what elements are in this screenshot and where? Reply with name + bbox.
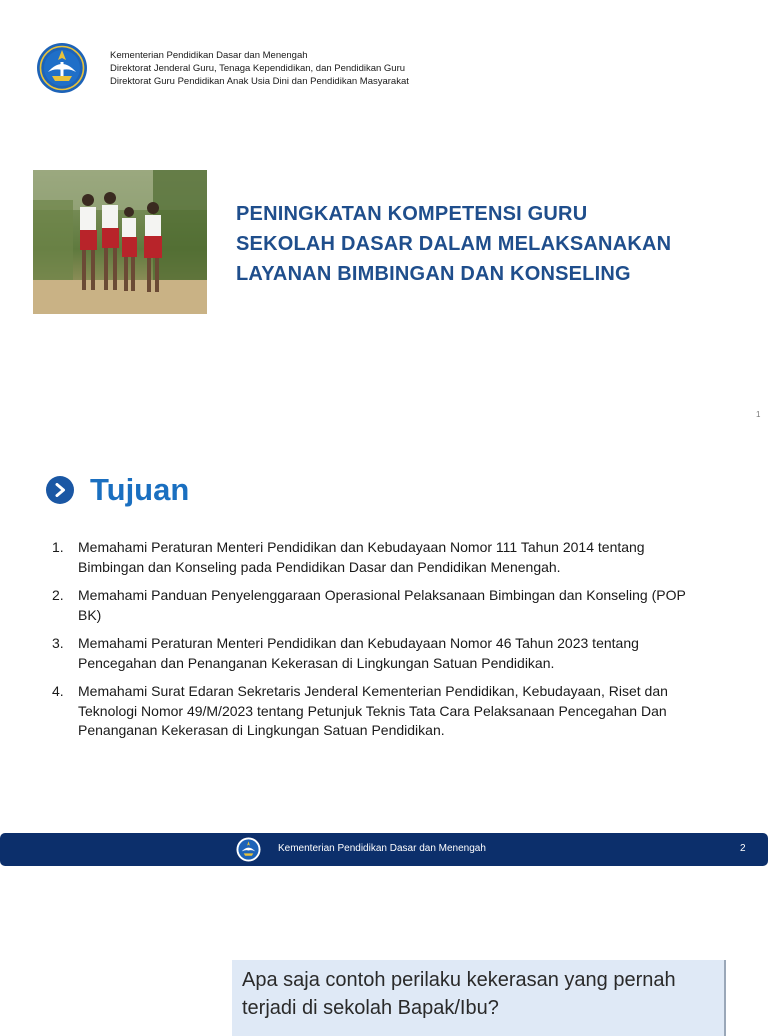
question-callout: Apa saja contoh perilaku kekerasan yang pernah terjadi di sekolah Bapak/Ibu? xyxy=(232,960,726,1036)
slide-2 xyxy=(0,432,768,868)
section-heading xyxy=(46,472,189,508)
header-line-directorate-general: Direktorat Jenderal Guru, Tenaga Kependidikan, dan Pendidikan Guru xyxy=(110,63,406,74)
section-title: Tujuan xyxy=(90,472,190,507)
list-item-number: 3. xyxy=(52,635,64,651)
list-item-text: Memahami Peraturan Menteri Pendidikan dan Kebudayaan Nomor 46 Tahun 2023 tentang Pencegahan dan Penanganan Kekerasan di Lingkungan Satuan Pendidikan. xyxy=(78,635,639,671)
title-line-3: LAYANAN BIMBINGAN DAN KONSELING xyxy=(236,263,631,285)
list-item xyxy=(52,538,712,577)
tut-wuri-handayani-logo xyxy=(36,42,88,94)
list-item-number: 2. xyxy=(52,587,64,603)
chevron-right-icon xyxy=(46,476,74,504)
list-item-number: 4. xyxy=(52,683,64,699)
list-item xyxy=(52,586,712,625)
slide-3 xyxy=(0,868,768,1024)
title-line-2: SEKOLAH DASAR DALAM MELAKSANAKAN xyxy=(236,233,672,255)
list-item-text: Memahami Peraturan Menteri Pendidikan dan Kebudayaan Nomor 111 Tahun 2014 tentang Bimbingan dan Konseling pada Pendidikan Dasar dan Pendidikan Menengah. xyxy=(78,539,645,575)
page-number: 1 xyxy=(756,410,761,419)
objectives-list xyxy=(52,538,712,750)
header-line-ministry: Kementerian Pendidikan Dasar dan Menengah xyxy=(110,50,308,61)
slide-title xyxy=(236,199,736,289)
list-item xyxy=(52,682,712,741)
ministry-header xyxy=(110,49,409,88)
footer-bar xyxy=(0,833,768,866)
students-walking-photo xyxy=(33,170,207,314)
tut-wuri-handayani-logo xyxy=(236,837,261,862)
header-line-directorate: Direktorat Guru Pendidikan Anak Usia Dini dan Pendidikan Masyarakat xyxy=(110,76,409,87)
list-item-text: Memahami Panduan Penyelenggaraan Operasional Pelaksanaan Bimbingan dan Konseling (POP BK) xyxy=(78,587,686,623)
list-item-text: Memahami Surat Edaran Sekretaris Jenderal Kementerian Pendidikan, Kebudayaan, Riset dan Teknologi Nomor 49/M/2023 tentang Petunjuk Teknis Tata Cara Pelaksanaan Pencegahan Dan Penanganan Kekerasan di Lingkungan Satuan Pendidikan. xyxy=(78,683,668,738)
slide-1 xyxy=(0,0,768,432)
page-number: 2 xyxy=(740,843,746,854)
title-line-1: PENINGKATAN KOMPETENSI GURU xyxy=(236,203,588,225)
list-item xyxy=(52,634,712,673)
footer-ministry-name: Kementerian Pendidikan Dasar dan Menengah xyxy=(278,843,486,854)
list-item-number: 1. xyxy=(52,539,64,555)
